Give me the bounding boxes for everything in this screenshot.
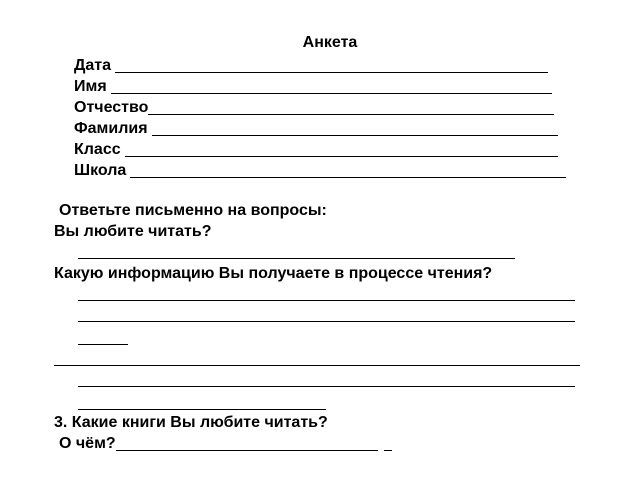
patronymic-input-line[interactable] — [148, 114, 554, 115]
answer-2-line-1[interactable] — [78, 300, 575, 301]
class-input-line[interactable] — [125, 156, 558, 157]
question-4-row[interactable] — [59, 435, 392, 453]
question-1: Вы любите читать? — [54, 223, 212, 240]
surname-field[interactable] — [74, 120, 558, 138]
class-label: Класс — [74, 141, 121, 158]
question-3: 3. Какие книги Вы любите читать? — [54, 414, 328, 431]
name-field[interactable] — [74, 78, 552, 96]
question-2: Какую информацию Вы получаете в процессе чтения? — [54, 265, 493, 282]
school-input-line[interactable] — [130, 177, 566, 178]
school-field[interactable] — [74, 162, 566, 180]
surname-label: Фамилия — [74, 120, 148, 137]
answer-2-line-2[interactable] — [78, 321, 575, 322]
answer-4-line[interactable] — [116, 450, 378, 451]
patronymic-label: Отчество — [74, 99, 149, 116]
date-input-line[interactable] — [115, 72, 548, 73]
form-title: Анкета — [302, 34, 358, 51]
surname-input-line[interactable] — [152, 135, 558, 136]
name-label: Имя — [74, 78, 107, 95]
answer-1-line[interactable] — [78, 258, 515, 259]
date-label: Дата — [74, 57, 112, 74]
patronymic-field[interactable] — [74, 99, 554, 117]
date-field[interactable] — [74, 57, 548, 75]
answer-4-tail — [384, 450, 392, 451]
class-field[interactable] — [74, 141, 558, 159]
answer-2-line-6[interactable] — [78, 409, 326, 410]
school-label: Школа — [74, 162, 127, 179]
answer-2-line-3[interactable] — [78, 344, 128, 345]
answer-2-line-4[interactable] — [54, 365, 580, 366]
name-input-line[interactable] — [111, 93, 552, 94]
question-4: О чём? — [59, 435, 116, 452]
answer-2-line-5[interactable] — [78, 386, 575, 387]
questions-intro: Ответьте письменно на вопросы: — [59, 202, 327, 219]
